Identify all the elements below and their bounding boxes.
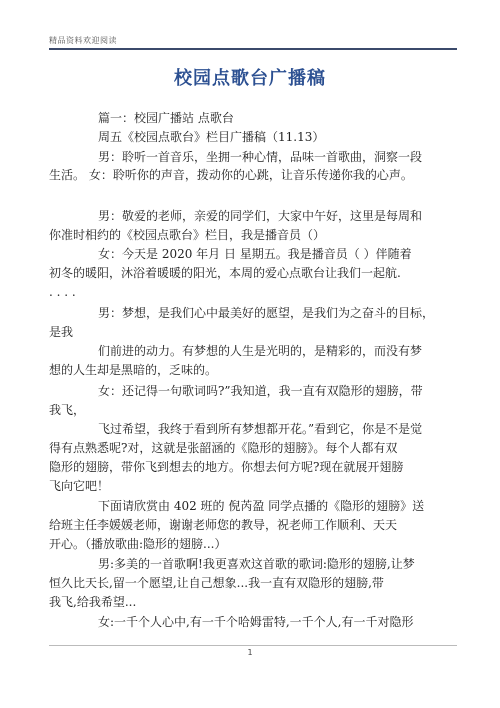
body-line: 男：敬爱的老师，亲爱的同学们，大家中午好，这里是每周和	[98, 209, 423, 223]
header-divider	[49, 48, 457, 50]
body-line: 男：聆听一首音乐，坐拥一种心情，品味一首歌曲，洞察一段	[98, 150, 423, 164]
body-line: 是我	[49, 325, 74, 339]
body-line: 篇一：校园广播站 点歌台	[98, 111, 234, 125]
body-line: 周五《校园点歌台》栏目广播稿（11.13）	[98, 130, 325, 144]
body-line: 我飞,给我希望...	[49, 595, 137, 609]
body-line: 我飞，	[49, 403, 86, 417]
body-line: 飞向它吧！	[49, 479, 110, 493]
body-line: 初冬的暖阳，沐浴着暖暖的阳光，本周的爱心点歌台让我们一起航.	[49, 266, 401, 280]
body-line: 恒久比天长,留一个愿望,让自己想象...我一直有双隐形的翅膀,带	[49, 576, 384, 590]
body-line: 女：还记得一句歌词吗?”我知道，我一直有双隐形的翅膀，带	[98, 384, 423, 398]
body-line: 想的人生却是黑暗的，乏味的。	[49, 363, 218, 377]
body-line: 们前进的动力。有梦想的人生是光明的，是精彩的，而没有梦	[98, 344, 423, 358]
document-title: 校园点歌台广播稿	[174, 68, 326, 89]
body-line: 男：梦想，是我们心中最美好的愿望，是我们为之奋斗的目标，	[98, 306, 435, 320]
body-line: 女:一千个人心中,有一千个哈姆雷特,一千个人,有一千对隐形	[98, 615, 414, 629]
body-line: 给班主任李媛媛老师，谢谢老师您的教导，祝老师工作顺利、天天	[49, 518, 398, 532]
footer-divider	[49, 645, 457, 646]
body-line: 得有点熟悉呢?对，这就是张韶涵的《隐形的翅膀》。每个人都有双	[49, 441, 398, 455]
body-line: 飞过希望，我终于看到所有梦想都开花。”看到它，你是不是觉	[98, 422, 423, 436]
body-line: 下面请欣赏由 402 班的 倪芮盈 同学点播的《隐形的翅膀》送	[98, 499, 425, 513]
header-text: 精品资料欢迎阅读	[49, 36, 117, 45]
body-line: . . . .	[49, 285, 76, 299]
body-line: 开心。（播放歌曲:隐形的翅膀...）	[49, 537, 227, 551]
body-line: 隐形的翅膀，带你飞到想去的地方。你想去何方呢?现在就展开翅膀	[49, 460, 404, 474]
body-line: 男:多美的一首歌啊!我更喜欢这首歌的歌词:隐形的翅膀,让梦	[98, 557, 415, 571]
body-line: 生活。 女：聆听你的声音，拨动你的心跳，让音乐传递你我的心声。	[49, 168, 413, 182]
body-line: 女：今天是 2020 年月 日 星期五。我是播音员（ ）伴随着	[98, 247, 412, 261]
page-number: 1	[247, 648, 253, 657]
body-line: 你准时相约的《校园点歌台》栏目，我是播音员（）	[49, 228, 326, 242]
